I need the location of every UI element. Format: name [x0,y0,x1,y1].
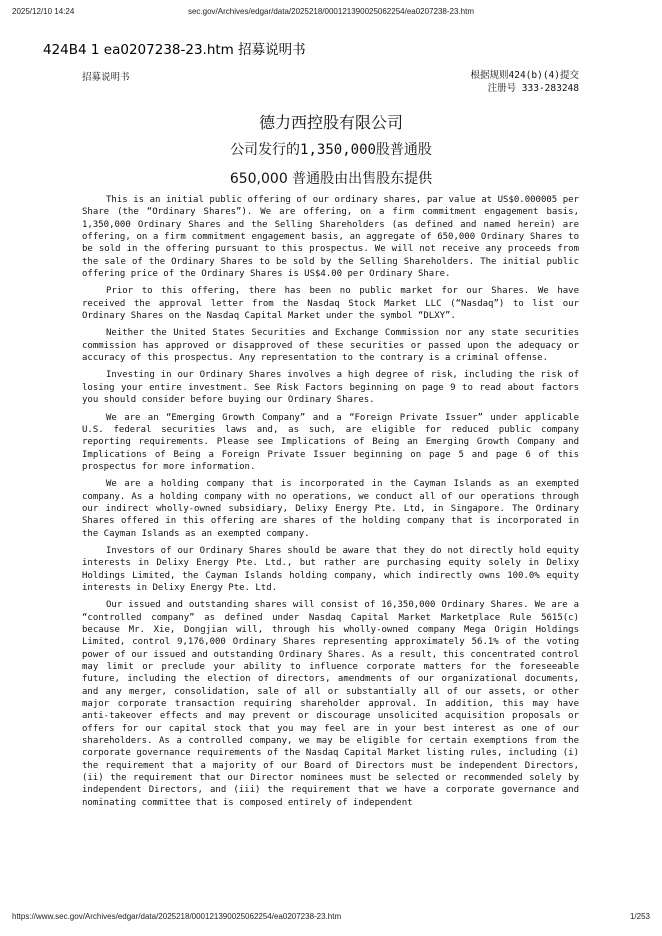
print-datetime: 2025/12/10 14:24 [12,7,75,16]
print-header [12,7,650,18]
filing-info [471,69,579,95]
paragraph-holding-company: We are a holding company that is incorporated in the Cayman Islands as an exempted company. As a holding company with no operations, we conduct all of our operations through our indirect wholly-owned subsidiary, Delixy Energy Pte. Ltd, in Singapore. The Ordinary Shares offered in this offering are shares of the holding company that is incorporated in the Cayman Islands as an exempted company. [82,479,579,539]
paragraph-sec-disclaimer: Neither the United States Securities and Exchange Commission nor any state securities commission has approved or disapproved of these securities or passed upon the adequacy or accuracy of this prospectus. Any representation to the contrary is a criminal offense. [82,328,579,364]
page-number: 1/253 [629,912,650,921]
filing-rule: 根据规则424(b)(4)提交 [470,70,579,81]
paragraph-equity-interest: Investors of our Ordinary Shares should be aware that they do not directly hold equity interests in Delixy Energy Pte. Ltd., but rather are purchasing equity solely in Delixy Holdings Limited, the Cayman Islands holding company, which indirectly owns 100.0% equity interests in Delixy Energy Pte. Ltd. [82,545,579,593]
registration-number: 注册号 333-283248 [487,83,579,94]
secondary-offering-heading: 650,000 普通股由出售股东提供 [229,171,433,187]
document-title: 424B4 1 ea0207238-23.htm 招募说明书 [43,42,306,58]
company-name: 德力西控股有限公司 [258,113,403,132]
paragraph-egc: We are an “Emerging Growth Company” and a “Foreign Private Issuer” under applicable U.S. federal securities laws and, as such, are eligible for reduced public company reporting requirements. Please see Implications of Being an Emerging Growth Company and Implications of Being a Foreign Private Issuer beginning on page 5 and page 6 of this prospectus for more information. [82,412,579,472]
paragraph-controlled-company: Our issued and outstanding shares will consist of 16,350,000 Ordinary Shares. We are a “controlled company” as defined under Nasdaq Capital Market Marketplace Rule 5615(c) because Mr. Xie, Dongjian will, through his wholly-owned company Mega Origin Holdings Limited, control 9,176,000 Ordinary Shares representing approximately 56.1% of the voting power of our issued and outstanding Ordinary Shares. As a result, this concentrated control may limit or preclude your ability to influence corporate matters for the foreseeable future, including the election of directors, amendments of our organizational documents, and any merger, consolidation, sale of all or substantially all of our assets, or other major corporate transaction requiring shareholder approval. In addition, this may have anti-takeover effects and may prevent or discourage unsolicited acquisition proposals or offers for our capital stock that you may feel are in your best interest as one of our shareholders. As a controlled company, we may be eligible for certain exemptions from the corporate governance requirements of the Nasdaq Capital Market listing rules, including (i) the requirement that a majority of our Board of Directors must be independent Directors, (ii) the requirement that our Director nominees must be selected or recommended solely by independent Directors, and (iii) the requirement that we have a corporate governance and nominating committee that is composed entirely of independent [82,600,579,808]
prospectus-label: 招募说明书 [82,72,130,83]
paragraph-market: Prior to this offering, there has been no public market for our Shares. We have received the approval letter from the Nasdaq Stock Market LLC (“Nasdaq”) to list our Ordinary Shares on the Nasdaq Capital Market under the symbol “DLXY”. [82,286,579,322]
offering-heading: 公司发行的1,350,000股普通股 [230,142,432,158]
print-url: sec.gov/Archives/edgar/data/2025218/000121390025062254/ea0207238-23.htm [187,7,474,16]
prospectus-body [82,194,579,814]
print-footer [12,912,650,923]
paragraph-risk: Investing in our Ordinary Shares involves a high degree of risk, including the risk of losing your entire investment. See Risk Factors beginning on page 9 to read about factors you should consider before buying our Ordinary Shares. [82,370,579,406]
paragraph-offering: This is an initial public offering of our ordinary shares, par value at US$0.000005 per Share (the “Ordinary Shares”). We are offering, on a firm commitment engagement basis, 1,350,000 Ordinary Shares and the Selling Shareholders (as defined and named herein) are offering, on a firm commitment engagement basis, an aggregate of 650,000 Ordinary Shares to be sold in the offering pursuant to this prospectus. We will not receive any proceeds from the sale of the Ordinary Shares to be sold by the Selling Shareholders. The initial public offering price of the Ordinary Shares is US$4.00 per Ordinary Share. [82,195,579,280]
footer-url: https://www.sec.gov/Archives/edgar/data/2025218/000121390025062254/ea0207238-23.htm [12,912,342,921]
